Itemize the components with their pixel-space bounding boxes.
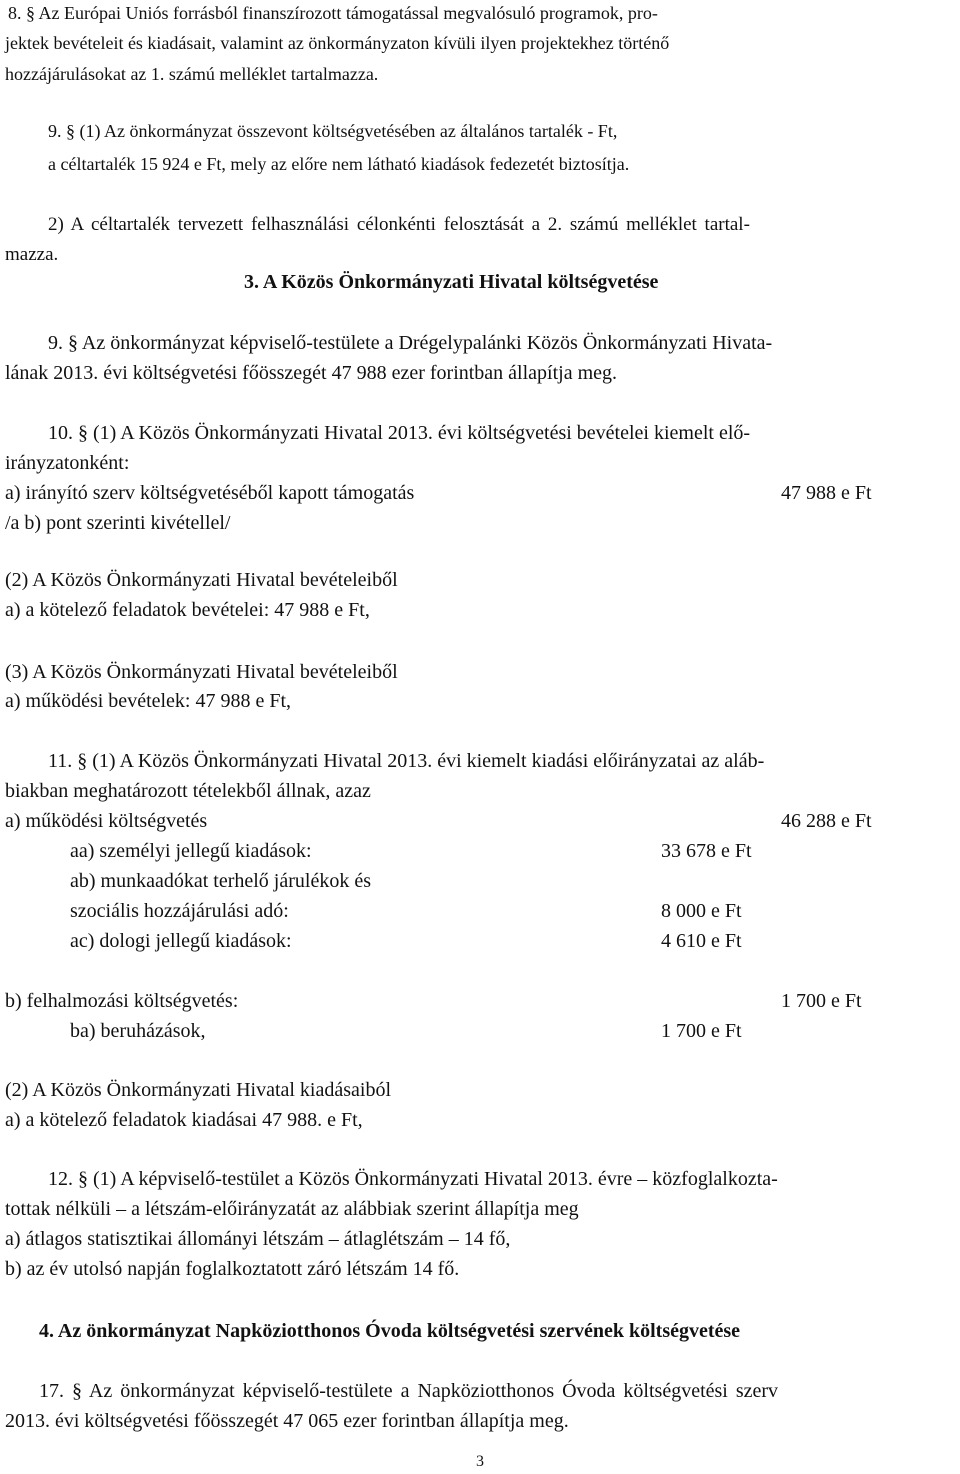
text-line: a) átlagos statisztikai állományi létszám – átlaglétszám – 14 fő, — [5, 1228, 511, 1250]
text-line: b) az év utolsó napján foglalkoztatott záró létszám 14 fő. — [5, 1258, 460, 1280]
expense-row-label: ac) dologi jellegű kiadások: — [70, 930, 292, 952]
text-line: 11. § (1) A Közös Önkormányzati Hivatal 2013. évi kiemelt kiadási előirányzatai az aláb- — [48, 750, 765, 772]
text-line: tottak nélküli – a létszám-előirányzatát az alábbiak szerint állapítja meg — [5, 1198, 579, 1220]
text-line: (3) A Közös Önkormányzati Hivatal bevételeiből — [5, 661, 398, 683]
text-line: a) a kötelező feladatok kiadásai 47 988. e Ft, — [5, 1109, 363, 1131]
expense-row-total: 46 288 e Ft — [781, 810, 872, 832]
revenue-item-label: a) irányító szerv költségvetéséből kapott támogatás — [5, 482, 415, 504]
section-heading-4: 4. Az önkormányzat Napköziotthonos Óvoda költségvetési szervének költségvetése — [39, 1320, 741, 1342]
expense-row-label: ab) munkaadókat terhelő járulékok és — [70, 870, 371, 892]
text-line: lának 2013. évi költségvetési főösszegét 47 988 ezer forintban állapítja meg. — [5, 362, 618, 384]
text-line: 10. § (1) A Közös Önkormányzati Hivatal 2013. évi költségvetési bevételei kiemelt elő- — [48, 422, 751, 444]
expense-row-total: 1 700 e Ft — [781, 990, 862, 1012]
expense-row-label: a) működési költségvetés — [5, 810, 208, 832]
text-line: 2) A céltartalék tervezett felhasználási célonkénti felosztását a 2. számú melléklet tartal- — [48, 214, 750, 235]
text-line: hozzájárulásokat az 1. számú melléklet tartalmazza. — [5, 64, 379, 84]
text-line: biakban meghatározott tételekből állnak, azaz — [5, 780, 371, 802]
expense-row-label: aa) személyi jellegű kiadások: — [70, 840, 312, 862]
expense-row-subtotal: 1 700 e Ft — [661, 1020, 742, 1042]
expense-row-subtotal: 33 678 e Ft — [661, 840, 752, 862]
expense-row-label: szociális hozzájárulási adó: — [70, 900, 289, 922]
text-line: 9. § Az önkormányzat képviselő-testülete a Drégelypalánki Közös Önkormányzati Hivata- — [48, 332, 773, 354]
text-line: mazza. — [5, 244, 59, 265]
expense-row-label: b) felhalmozási költségvetés: — [5, 990, 239, 1012]
text-line: 2013. évi költségvetési főösszegét 47 065 ezer forintban állapítja meg. — [5, 1410, 569, 1432]
text-line: 9. § (1) Az önkormányzat összevont költségvetésében az általános tartalék - Ft, — [48, 121, 618, 141]
text-line: jektek bevételeit és kiadásait, valamint az önkormányzaton kívüli ilyen projektekhez történő — [5, 33, 670, 53]
expense-row-subtotal: 8 000 e Ft — [661, 900, 742, 922]
revenue-item-note: /a b) pont szerinti kivétellel/ — [5, 512, 231, 534]
text-line: (2) A Közös Önkormányzati Hivatal kiadásaiból — [5, 1079, 392, 1101]
text-line: a) a kötelező feladatok bevételei: 47 988 e Ft, — [5, 599, 370, 621]
text-line: 12. § (1) A képviselő-testület a Közös Önkormányzati Hivatal 2013. évre – közfoglalkozta- — [48, 1168, 778, 1190]
text-line: a) működési bevételek: 47 988 e Ft, — [5, 690, 292, 712]
text-line: a céltartalék 15 924 e Ft, mely az előre nem látható kiadások fedezetét biztosítja. — [48, 154, 630, 174]
text-line: 8. § Az Európai Uniós forrásból finanszírozott támogatással megvalósuló programok, pro- — [8, 3, 658, 23]
revenue-item-value: 47 988 e Ft — [781, 482, 872, 504]
text-line: irányzatonként: — [5, 452, 130, 474]
text-line: 17. § Az önkormányzat képviselő-testülete a Napköziotthonos Óvoda költségvetési szerv — [39, 1380, 779, 1402]
expense-row-label: ba) beruházások, — [70, 1020, 206, 1042]
page-number: 3 — [476, 1453, 484, 1470]
expense-row-subtotal: 4 610 e Ft — [661, 930, 742, 952]
section-heading-3: 3. A Közös Önkormányzati Hivatal költségvetése — [244, 271, 659, 293]
text-line: (2) A Közös Önkormányzati Hivatal bevételeiből — [5, 569, 398, 591]
